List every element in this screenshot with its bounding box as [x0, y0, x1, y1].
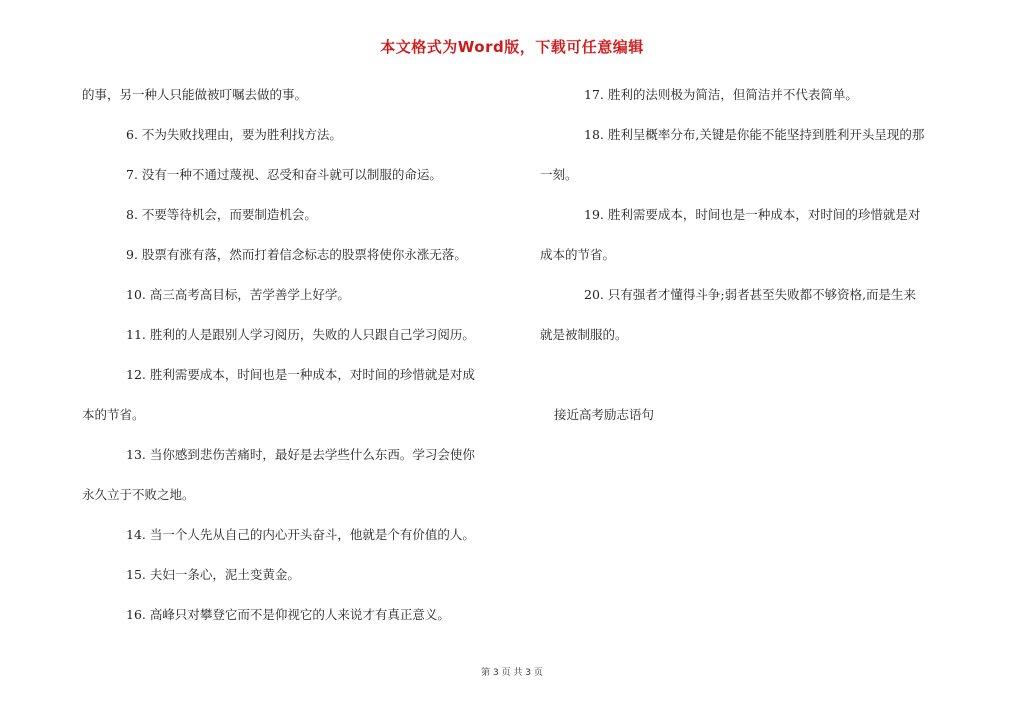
text-line: 9. 股票有涨有落，然而打着信念标志的股票将使你永涨无落。	[126, 247, 467, 262]
text-line: 永久立于不败之地。	[82, 487, 195, 502]
text-line: 15. 夫妇一条心，泥土变黄金。	[126, 567, 300, 582]
text-line: 6. 不为失败找理由，要为胜利找方法。	[126, 127, 342, 142]
text-line: 20. 只有强者才懂得斗争;弱者甚至失败都不够资格,而是生来	[584, 287, 917, 302]
text-line: 12. 胜利需要成本，时间也是一种成本，对时间的珍惜就是对成	[126, 367, 475, 382]
text-line: 8. 不要等待机会，而要制造机会。	[126, 207, 317, 222]
text-line: 14. 当一个人先从自己的内心开头奋斗，他就是个有价值的人。	[126, 527, 475, 542]
text-line: 的事，另一种人只能做被叮嘱去做的事。	[82, 87, 308, 102]
section-heading: 接近高考励志语句	[554, 407, 655, 422]
text-line: 一刻。	[540, 167, 578, 182]
text-line: 成本的节省。	[540, 247, 616, 262]
text-line: 就是被制服的。	[540, 327, 628, 342]
text-line: 11. 胜利的人是跟别人学习阅历，失败的人只跟自己学习阅历。	[126, 327, 475, 342]
spacer	[540, 358, 962, 398]
text-line: 16. 高峰只对攀登它而不是仰视它的人来说才有真正意义。	[126, 607, 450, 622]
text-line: 本的节省。	[82, 407, 145, 422]
text-line: 7. 没有一种不通过蔑视、忍受和奋斗就可以制服的命运。	[126, 167, 442, 182]
text-line: 18. 胜利呈概率分布,关键是你能不能坚持到胜利开头呈现的那	[584, 127, 925, 142]
text-line: 19. 胜利需要成本，时间也是一种成本，对时间的珍惜就是对	[584, 207, 921, 222]
document-banner: 本文格式为Word版，下载可任意编辑	[380, 38, 644, 56]
text-line: 10. 高三高考高目标，苦学善学上好学。	[126, 287, 350, 302]
right-column	[540, 78, 962, 438]
page-footer: 第 3 页 共 3 页	[481, 668, 543, 678]
text-line: 17. 胜利的法则极为简洁，但简洁并不代表简单。	[584, 87, 858, 102]
left-column	[82, 78, 522, 638]
text-line: 13. 当你感到悲伤苦痛时，最好是去学些什么东西。学习会使你	[126, 447, 475, 462]
